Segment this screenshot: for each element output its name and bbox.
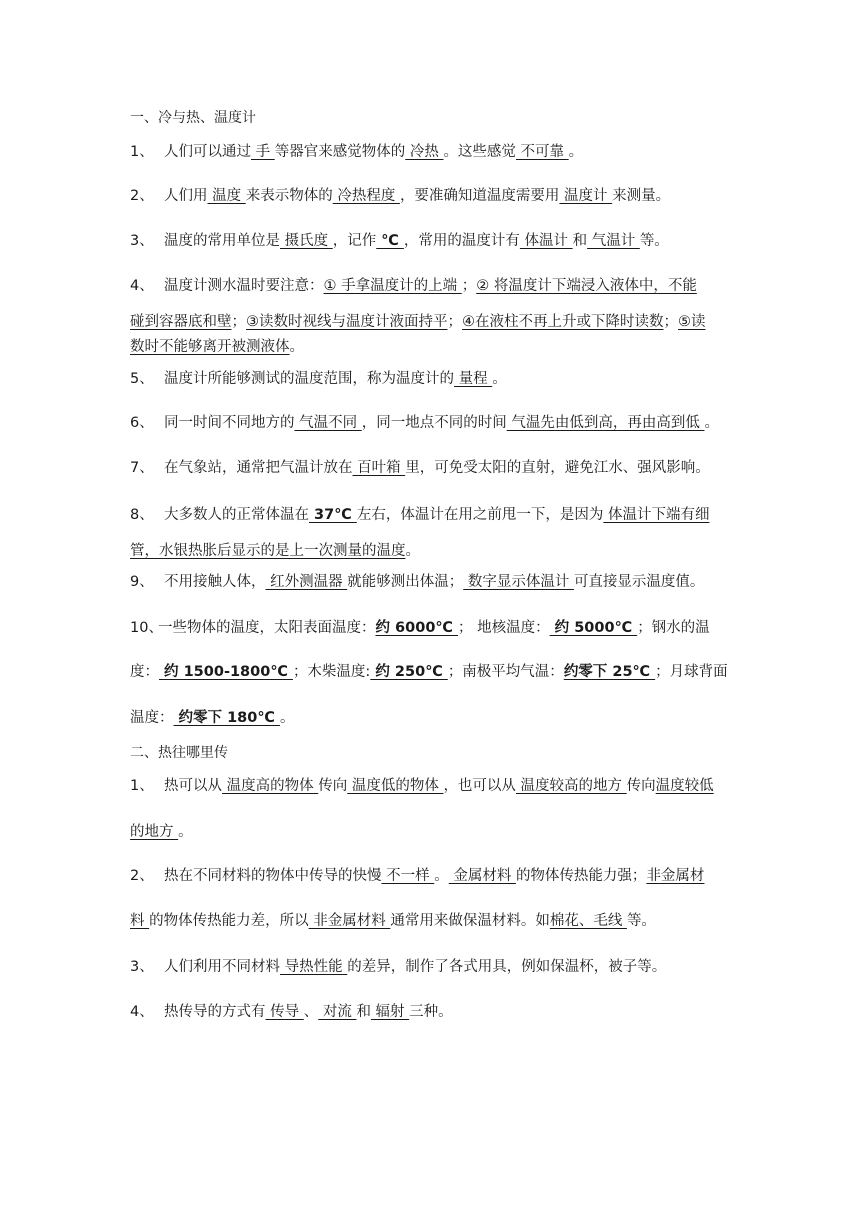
answer: 金属材料 xyxy=(448,868,516,884)
answer: 约 6000℃ xyxy=(375,620,459,636)
answer: 温度高的物体 xyxy=(222,778,319,794)
answer: 约零下 180℃ xyxy=(173,710,280,726)
question-2-4: 4、 热传导的方式有 传导 、 对流 和 辐射 三种。 xyxy=(130,1004,453,1020)
answer: 37℃ xyxy=(309,507,357,523)
question-1-10-line-3: 温度： 约零下 180℃ 。 xyxy=(130,710,295,726)
answer: 摄氏度 xyxy=(280,233,333,249)
answer: 手 xyxy=(251,144,275,160)
answer: ① 手拿温度计的上端 xyxy=(323,278,462,294)
answer: 约零下 25℃ xyxy=(563,664,656,680)
answer: ④在液柱不再上升或下降时读数 xyxy=(462,314,664,330)
answer: 约 5000℃ xyxy=(549,620,638,636)
section-1-heading: 一、冷与热、温度计 xyxy=(130,110,256,126)
question-2-1: 1、 热可以从 温度高的物体 传向 温度低的物体 ，也可以从 温度较高的地方 传向温度较低 xyxy=(130,778,714,794)
question-2-2: 2、 热在不同材料的物体中传导的快慢 不一样 。 金属材料 的物体传热能力强；非金属材 xyxy=(130,868,705,884)
answer: 的地方 xyxy=(130,824,179,840)
answer: 数字显示体温计 xyxy=(463,574,574,590)
section-2-heading: 二、热往哪里传 xyxy=(130,745,228,761)
answer: 非金属材 xyxy=(646,868,705,884)
answer: 冷热 xyxy=(405,144,444,160)
answer: ⑤读 xyxy=(678,314,706,330)
answer: 不可靠 xyxy=(515,144,569,160)
answer: 辐射 xyxy=(370,1004,410,1020)
answer: 冷热程度 xyxy=(332,188,400,204)
answer: 对流 xyxy=(318,1004,357,1020)
question-1-8-line-2: 管，水银热胀后显示的是上一次测量的温度。 xyxy=(130,543,420,559)
answer: 传导 xyxy=(265,1004,304,1020)
question-2-2-line-2: 料 的物体传热能力差，所以 非金属材料 通常用来做保温材料。如棉花、毛线 等。 xyxy=(130,913,656,929)
answer: 温度 xyxy=(207,188,246,204)
answer: 量程 xyxy=(454,371,493,387)
answer: 气温不同 xyxy=(294,415,362,431)
answer: 气温先由低到高，再由高到低 xyxy=(506,415,705,431)
question-1-4-line-3: 数时不能够离开被测液体。 xyxy=(130,339,304,355)
answer: 数时不能够离开被测液体 xyxy=(130,339,290,355)
answer: 气温计 xyxy=(587,233,640,249)
answer: 约 1500-1800℃ xyxy=(159,664,293,680)
answer: 不一样 xyxy=(381,868,435,884)
question-1-2: 2、 人们用 温度 来表示物体的 冷热程度 ，要准确知道温度需要用 温度计 来测量。 xyxy=(130,188,671,204)
answer: 棉花、毛线 xyxy=(549,913,627,929)
answer: ℃ xyxy=(376,233,404,249)
question-1-10-line-2: 度： 约 1500-1800℃ ；木柴温度: 约 250℃ ；南极平均气温：约零下 25℃ ；月球背面 xyxy=(130,664,728,680)
answer: 体温计 xyxy=(519,233,573,249)
question-1-5: 5、 温度计所能够测试的温度范围，称为温度计的 量程 。 xyxy=(130,371,507,387)
answer: 百叶箱 xyxy=(352,460,406,476)
question-1-4-line-2: 碰到容器底和壁；③读数时视线与温度计液面持平；④在液柱不再上升或下降时读数；⑤读 xyxy=(130,314,706,330)
question-2-3: 3、 人们利用不同材料 导热性能 的差异，制作了各式用具，例如保温杯，被子等。 xyxy=(130,959,667,975)
question-1-8: 8、 大多数人的正常体温在 37℃ 左右，体温计在用之前甩一下，是因为 体温计下端有细 xyxy=(130,507,710,523)
answer: 碰到容器底和壁 xyxy=(130,314,232,330)
answer: 体温计下端有细 xyxy=(603,507,710,523)
answer: ③读数时视线与温度计液面持平 xyxy=(246,314,448,330)
question-1-3: 3、 温度的常用单位是 摄氏度 ，记作 ℃ ，常用的温度计有 体温计 和 气温计 等。 xyxy=(130,233,669,249)
answer: ② 将温度计下端浸入液体中，不能 xyxy=(476,278,697,294)
answer: 温度较高的地方 xyxy=(515,778,627,794)
answer: 温度较低 xyxy=(655,778,714,794)
answer: 料 xyxy=(130,913,150,929)
answer: 非金属材料 xyxy=(308,913,391,929)
question-1-4: 4、 温度计测水温时要注意：① 手拿温度计的上端 ；② 将温度计下端浸入液体中，不能 xyxy=(130,278,697,294)
answer: 温度低的物体 xyxy=(347,778,444,794)
answer: 约 250℃ xyxy=(370,664,448,680)
answer: 温度计 xyxy=(559,188,613,204)
question-1-6: 6、 同一时间不同地方的 气温不同 ，同一地点不同的时间 气温先由低到高，再由高到低 。 xyxy=(130,415,719,431)
answer: 管，水银热胀后显示的是上一次测量的温度 xyxy=(130,543,406,559)
question-1-10: 10、一些物体的温度，太阳表面温度：约 6000℃ ； 地核温度： 约 5000℃ ；钢水的温 xyxy=(130,620,710,636)
question-1-9: 9、 不用接触人体， 红外测温器 就能够测出体温； 数字显示体温计 可直接显示温度值。 xyxy=(130,574,705,590)
answer: 红外测温器 xyxy=(265,574,348,590)
question-2-1-line-2: 的地方 。 xyxy=(130,824,193,840)
answer: 导热性能 xyxy=(280,959,348,975)
question-1-7: 7、 在气象站，通常把气温计放在 百叶箱 里，可免受太阳的直射，避免江水、强风影响。 xyxy=(130,460,710,476)
question-1-1: 1、 人们可以通过 手 等器官来感觉物体的 冷热 。这些感觉 不可靠 。 xyxy=(130,144,584,160)
